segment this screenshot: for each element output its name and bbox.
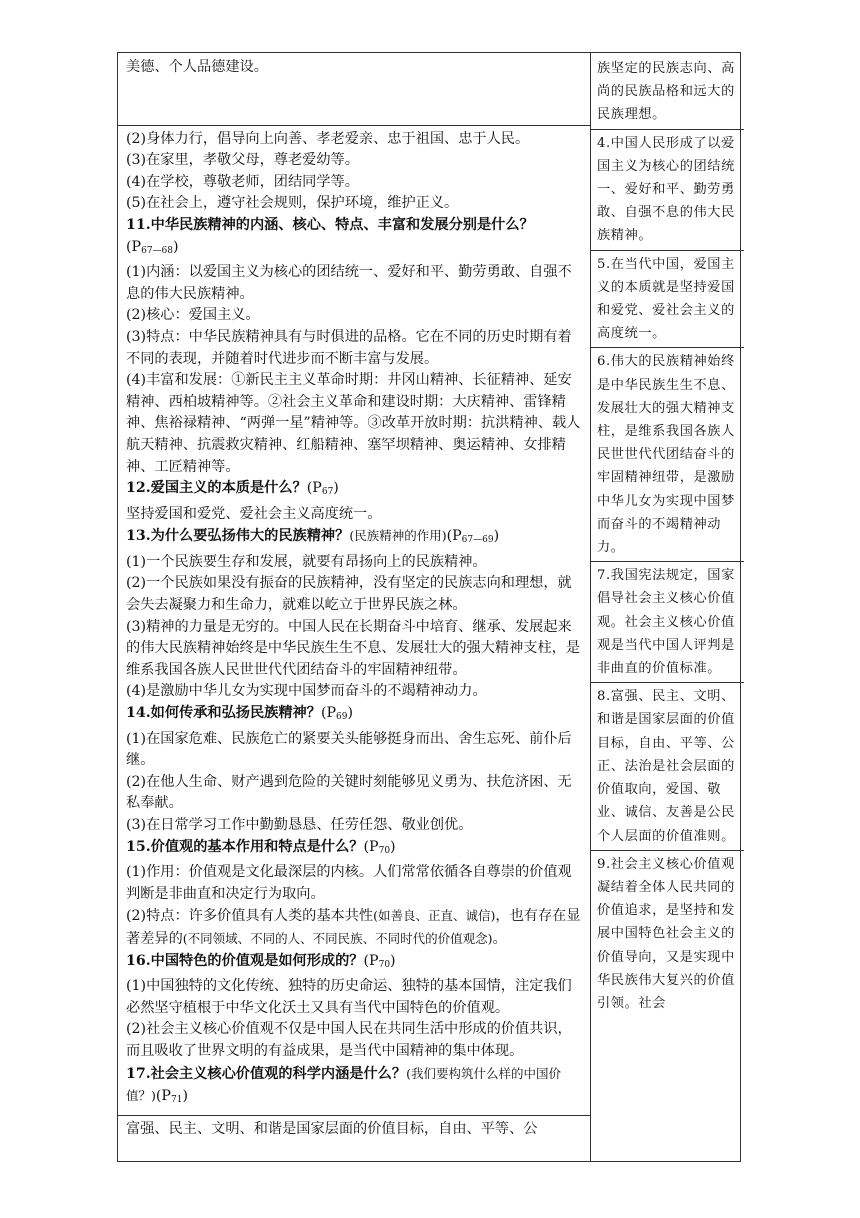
page-ref: $(P_{71})$ (155, 1088, 188, 1106)
row-divider (590, 347, 744, 348)
row-divider (590, 129, 744, 130)
question-11 (126, 215, 582, 262)
summary-item: 7.我国宪法规定，国家倡导社会主义核心价值观。社会主义核心价值观是当代中国人评判是非曲直的价值标准。 (597, 568, 735, 677)
question-title: 12.爱国主义的本质是什么？ (126, 480, 307, 497)
summary-column (597, 57, 737, 1015)
question-note: (我们要构筑什么样的中国价值？) (126, 1065, 561, 1104)
answer-item: (3)精神的力量是无穷的。中国人民在长期奋斗中培育、继承、发展起来的伟大民族精神始终是中华民族生生不息、发展壮大的强大精神支柱，是维系我国各族人民世世代代团结奋斗的牢固精神纽带。 (126, 618, 581, 678)
column-divider (590, 53, 591, 1161)
question-17 (126, 1063, 582, 1112)
answer-item: (1)内涵：以爱国主义为核心的团结统一、爱好和平、勤劳勇敢、自强不息的伟大民族精神。 (126, 264, 572, 302)
row-divider (118, 1115, 590, 1116)
question-title: 16.中国特色的价值观是如何形成的？ (126, 952, 364, 969)
answer-item: (3)在日常学习工作中勤勤恳恳、任劳任怨、敬业创优。 (126, 817, 473, 833)
blank-space (126, 79, 582, 122)
answer-item: (2)核心：爱国主义。 (126, 307, 260, 324)
question-title: 17.社会主义核心价值观的科学内涵是什么？ (126, 1065, 407, 1082)
answer-item: (4)是激励中华儿女为实现中国梦而奋斗的不竭精神动力。 (126, 683, 487, 700)
page-ref: $(P_{67—68})$ (126, 238, 179, 256)
summary-item: 8.富强、民主、文明、和谐是国家层面的价值目标，自由、平等、公正、法治是社会层面的价值取向，爱国、敬业、诚信、友善是公民个人层面的价值准则。 (597, 689, 735, 844)
summary-item: 9.社会主义核心价值观凝结着全体人民共同的价值追求，是坚持和发展中国特色社会主义的价值导向，又是实现中华民族伟大复兴的价值引领。社会 (597, 856, 735, 1011)
answer-item: (4)丰富和发展：①新民主主义革命时期：井冈山精神、长征精神、延安精神、西柏坡精神等。②社会主义革命和建设时期：大庆精神、雷锋精神、焦裕禄精神、“两弹一星”精神等。③改革开放时期：抗洪精神、载人航天精神、抗震救灾精神、红船精神、塞罕坝精神、奥运精神、女排精神、工匠精神等。 (126, 372, 581, 475)
ethics-item: (4)在学校，尊敬老师，团结同学等。 (126, 173, 359, 190)
answer-item: (1)在国家危难、民族危亡的紧要关头能够挺身而出、舍生忘死、前仆后继。 (126, 730, 572, 769)
answer-item: (2)在他人生命、财产遇到危险的关键时刻能够见义勇为、扶危济困、无私奉献。 (126, 773, 572, 812)
answer-item: (2)一个民族如果没有振奋的民族精神，没有坚定的民族志向和理想，就会失去凝聚力和生命力，就难以屹立于世界民族之林。 (126, 575, 572, 614)
question-16 (126, 951, 582, 977)
answer-item: (1)中国独特的文化传统、独特的历史命运、独特的基本国情，注定我们必然坚守植根于中华文化沃土又具有当代中国特色的价值观。 (126, 978, 572, 1016)
row-divider (590, 682, 744, 683)
summary-item: 4.中国人民形成了以爱国主义为核心的团结统一、爱好和平、勤劳勇敢、自强不息的伟大民族精神。 (597, 135, 735, 244)
question-title: 15.价值观的基本作用和特点是什么？ (126, 838, 364, 855)
question-title: 14.如何传承和弘扬民族精神？ (126, 705, 321, 722)
summary-item: 6.伟大的民族精神始终是中华民族生生不息、发展壮大的强大精神支柱，是维系我国各族人民世世代代团结奋斗的牢固精神纽带，是激励中华儿女为实现中国梦而奋斗的不竭精神动力。 (597, 354, 735, 556)
page-ref: $(P_{67—69})$ (446, 528, 500, 546)
question-12 (126, 478, 582, 504)
question-note: (民族精神的作用) (349, 528, 447, 544)
row-divider (590, 250, 744, 251)
answer-item: (2)特点：许多价值具有人类的基本共性(如善良、正直、诚信)，也有存在显著差异的(不同领域、不同的人、不同民族、不同时代的价值观念)。 (126, 908, 581, 947)
page-ref: $(P_{70})$ (363, 952, 396, 970)
answer-item: (1)一个民族要生存和发展，就要有昂扬向上的民族精神。 (126, 553, 487, 570)
ethics-item: (5)在社会上，遵守社会规则，保护环境，维护正义。 (126, 195, 459, 212)
page-ref: $(P_{69})$ (320, 705, 354, 723)
question-title: 11.中华民族精神的内涵、核心、特点、丰富和发展分别是什么？ (126, 216, 534, 233)
intro-line: 美德、个人品德建设。 (126, 59, 268, 75)
page-ref: $(P_{67})$ (306, 480, 339, 498)
answer-item: (2)社会主义核心价值观不仅是中国人民在共同生活中形成的价值共识，而且吸收了世界文明的有益成果，是当代中国精神的集中体现。 (126, 1021, 572, 1059)
question-14 (126, 703, 582, 729)
answer-item: 富强、民主、文明、和谐是国家层面的价值目标，自由、平等、公 (126, 1120, 538, 1137)
row-divider (590, 561, 744, 562)
main-column (126, 57, 582, 1140)
row-divider (118, 125, 590, 126)
page-ref: $(P_{70})$ (363, 838, 396, 856)
answer-item: (3)特点：中华民族精神具有与时俱进的品格。它在不同的历史时期有着不同的表现，并随着时代进步而不断丰富与发展。 (126, 328, 572, 367)
answer-item: 坚持爱国和爱党、爱社会主义高度统一。 (126, 505, 382, 522)
answer-item: (1)作用：价值观是文化最深层的内核。人们常常依循各自尊崇的价值观判断是非曲直和决定行为取向。 (126, 864, 572, 902)
row-divider (590, 850, 744, 851)
question-15 (126, 837, 582, 863)
ethics-item: (3)在家里，孝敬父母，尊老爱幼等。 (126, 152, 359, 169)
question-13 (126, 525, 582, 552)
ethics-item: (2)身体力行，倡导向上向善、孝老爱亲、忠于祖国、忠于人民。 (126, 130, 530, 147)
notes-table (117, 52, 741, 1162)
question-title: 13.为什么要弘扬伟大的民族精神？ (126, 528, 350, 545)
summary-item: 5.在当代中国，爱国主义的本质就是坚持爱国和爱党、爱社会主义的高度统一。 (597, 256, 735, 342)
summary-item: 族坚定的民族志向、高尚的民族品格和远大的民族理想。 (597, 61, 735, 123)
